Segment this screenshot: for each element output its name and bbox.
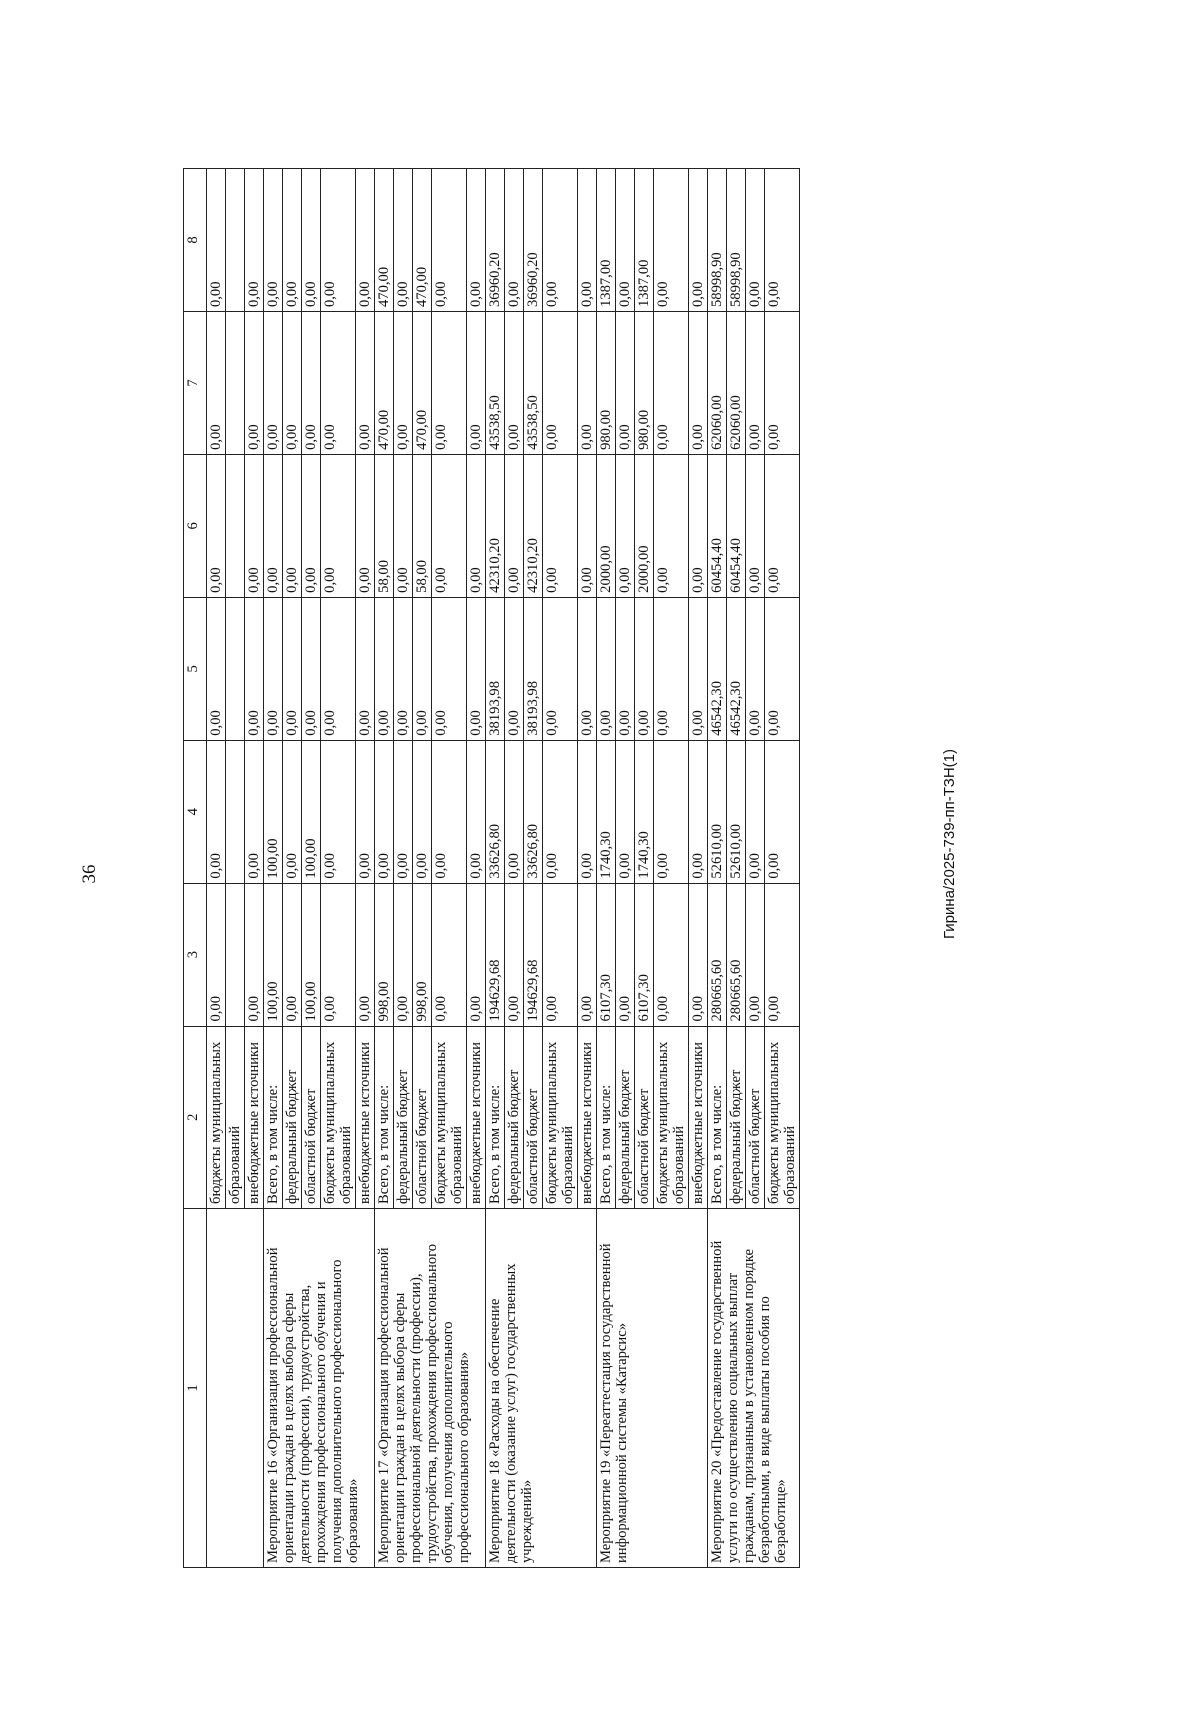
value-cell: 0,00: [689, 740, 708, 883]
value-cell: 100,00: [264, 883, 283, 1026]
table-row: [264, 169, 283, 1568]
funding-source-cell: областной бюджет: [524, 1026, 543, 1208]
value-cell: 0,00: [578, 740, 597, 883]
value-cell: 0,00: [746, 597, 765, 740]
value-cell: 2000,00: [635, 454, 654, 597]
value-cell: 0,00: [321, 169, 356, 312]
value-cell: 0,00: [394, 169, 413, 312]
value-cell: 2000,00: [597, 454, 616, 597]
value-cell: 0,00: [432, 597, 467, 740]
value-cell: 0,00: [264, 597, 283, 740]
funding-source-cell: бюджеты муниципальных: [207, 1026, 226, 1208]
measure-cell: [207, 1208, 264, 1567]
value-cell: 194629,68: [524, 883, 543, 1026]
value-cell: 0,00: [765, 312, 800, 455]
value-cell: 6107,30: [597, 883, 616, 1026]
measure-cell: Мероприятие 20 «Предоставление государственной услуги по осуществлению социальных выплат гражданам, признанным в установленном порядке безработными, в виде выплаты пособия по безработице»: [708, 1208, 800, 1567]
value-cell: 0,00: [283, 454, 302, 597]
funding-source-cell: внебюджетные источники: [356, 1026, 375, 1208]
column-header: 4: [184, 740, 207, 883]
value-cell: 0,00: [283, 312, 302, 455]
value-cell: 0,00: [543, 597, 578, 740]
column-header: 7: [184, 312, 207, 455]
measure-cell: Мероприятие 17 «Организация профессиональной ориентации граждан в целях выбора сферы профессиональной деятельности (профессии), трудоустройства, прохождения профессионального обучения, получения дополнительного профессионального образования»: [375, 1208, 486, 1567]
value-cell: 43538,50: [524, 312, 543, 455]
value-cell: 0,00: [321, 312, 356, 455]
value-cell: 100,00: [302, 883, 321, 1026]
funding-source-cell: бюджеты муниципальных образований: [543, 1026, 578, 1208]
value-cell: 0,00: [746, 454, 765, 597]
value-cell: 33626,80: [486, 740, 505, 883]
value-cell: 0,00: [616, 312, 635, 455]
value-cell: 46542,30: [708, 597, 727, 740]
funding-source-cell: федеральный бюджет: [394, 1026, 413, 1208]
value-cell: 0,00: [432, 312, 467, 455]
table-row: [597, 169, 616, 1568]
value-cell: 0,00: [467, 312, 486, 455]
value-cell: 0,00: [654, 169, 689, 312]
funding-source-cell: внебюджетные источники: [689, 1026, 708, 1208]
budget-table-container: [183, 168, 963, 1568]
value-cell: 36960,20: [524, 169, 543, 312]
value-cell: 0,00: [467, 597, 486, 740]
value-cell: 0,00: [654, 740, 689, 883]
value-cell: 0,00: [597, 597, 616, 740]
value-cell: 980,00: [635, 312, 654, 455]
value-cell: 0,00: [543, 312, 578, 455]
value-cell: 1740,30: [597, 740, 616, 883]
value-cell: 42310,20: [486, 454, 505, 597]
value-cell: 0,00: [283, 597, 302, 740]
value-cell: 0,00: [654, 454, 689, 597]
funding-source-cell: областной бюджет: [746, 1026, 765, 1208]
funding-source-cell: внебюджетные источники: [578, 1026, 597, 1208]
value-cell: 280665,60: [708, 883, 727, 1026]
funding-source-cell: областной бюджет: [302, 1026, 321, 1208]
value-cell: 43538,50: [486, 312, 505, 455]
value-cell: 0,00: [356, 740, 375, 883]
value-cell: 0,00: [321, 597, 356, 740]
value-cell: 0,00: [765, 740, 800, 883]
funding-source-cell: бюджеты муниципальных образований: [321, 1026, 356, 1208]
document-code: Гирина/2025-739-пп-ТЗН(1): [941, 748, 958, 940]
value-cell: 0,00: [302, 454, 321, 597]
value-cell: 0,00: [302, 169, 321, 312]
column-header: 8: [184, 169, 207, 312]
value-cell: 0,00: [505, 740, 524, 883]
value-cell: 470,00: [413, 169, 432, 312]
value-cell: 0,00: [245, 169, 264, 312]
value-cell: 470,00: [375, 169, 394, 312]
value-cell: 0,00: [746, 312, 765, 455]
value-cell: 1387,00: [635, 169, 654, 312]
value-cell: 0,00: [765, 883, 800, 1026]
funding-source-cell: бюджеты муниципальных образований: [654, 1026, 689, 1208]
value-cell: 0,00: [467, 740, 486, 883]
funding-source-cell: Всего, в том числе:: [597, 1026, 616, 1208]
table-row: [708, 169, 727, 1568]
value-cell: 0,00: [283, 169, 302, 312]
value-cell: 0,00: [207, 597, 226, 740]
value-cell: 0,00: [689, 454, 708, 597]
value-cell: 0,00: [245, 454, 264, 597]
value-cell: 0,00: [356, 883, 375, 1026]
value-cell: 0,00: [689, 597, 708, 740]
value-cell: 0,00: [207, 169, 226, 312]
value-cell: 0,00: [432, 169, 467, 312]
budget-table: [183, 168, 800, 1568]
value-cell: 0,00: [543, 169, 578, 312]
value-cell: [226, 740, 245, 883]
value-cell: 470,00: [375, 312, 394, 455]
funding-source-cell: внебюджетные источники: [467, 1026, 486, 1208]
value-cell: 0,00: [543, 454, 578, 597]
funding-source-cell: бюджеты муниципальных образований: [432, 1026, 467, 1208]
column-header: 5: [184, 597, 207, 740]
value-cell: 0,00: [375, 740, 394, 883]
funding-source-cell: областной бюджет: [413, 1026, 432, 1208]
value-cell: 980,00: [597, 312, 616, 455]
value-cell: 1740,30: [635, 740, 654, 883]
value-cell: 0,00: [654, 597, 689, 740]
value-cell: 0,00: [302, 312, 321, 455]
value-cell: 0,00: [356, 169, 375, 312]
value-cell: 38193,98: [524, 597, 543, 740]
column-header: 1: [184, 1208, 207, 1567]
value-cell: 0,00: [356, 312, 375, 455]
value-cell: 0,00: [578, 454, 597, 597]
value-cell: 0,00: [207, 454, 226, 597]
value-cell: 0,00: [505, 454, 524, 597]
value-cell: 6107,30: [635, 883, 654, 1026]
value-cell: 0,00: [616, 454, 635, 597]
column-header: 6: [184, 454, 207, 597]
value-cell: 58,00: [375, 454, 394, 597]
value-cell: 0,00: [283, 740, 302, 883]
funding-source-cell: Всего, в том числе:: [375, 1026, 394, 1208]
page-number: 36: [79, 864, 100, 884]
value-cell: 0,00: [283, 883, 302, 1026]
value-cell: 0,00: [467, 883, 486, 1026]
value-cell: 0,00: [746, 740, 765, 883]
value-cell: 0,00: [616, 883, 635, 1026]
value-cell: 280665,60: [727, 883, 746, 1026]
funding-source-cell: Всего, в том числе:: [264, 1026, 283, 1208]
value-cell: 100,00: [302, 740, 321, 883]
table-row: [375, 169, 394, 1568]
value-cell: [226, 454, 245, 597]
value-cell: 60454,40: [727, 454, 746, 597]
value-cell: 62060,00: [708, 312, 727, 455]
funding-source-cell: федеральный бюджет: [283, 1026, 302, 1208]
value-cell: 0,00: [689, 883, 708, 1026]
value-cell: 38193,98: [486, 597, 505, 740]
value-cell: 100,00: [264, 740, 283, 883]
value-cell: 0,00: [578, 312, 597, 455]
value-cell: 0,00: [543, 740, 578, 883]
value-cell: 0,00: [432, 883, 467, 1026]
measure-cell: Мероприятие 18 «Расходы на обеспечение деятельности (оказание услуг) государственных учреждений»: [486, 1208, 597, 1567]
value-cell: 0,00: [543, 883, 578, 1026]
column-header: 3: [184, 883, 207, 1026]
measure-cell: Мероприятие 16 «Организация профессиональной ориентации граждан в целях выбора сферы деятельности (профессии), трудоустройства, прохождения профессионального обучения и получения дополнительного профессионального образования»: [264, 1208, 375, 1567]
value-cell: 0,00: [689, 169, 708, 312]
value-cell: 0,00: [765, 169, 800, 312]
value-cell: 0,00: [394, 740, 413, 883]
value-cell: 0,00: [505, 312, 524, 455]
value-cell: 46542,30: [727, 597, 746, 740]
value-cell: 0,00: [245, 597, 264, 740]
value-cell: 998,00: [413, 883, 432, 1026]
table-row: [207, 169, 226, 1568]
value-cell: 0,00: [321, 740, 356, 883]
value-cell: 52610,00: [727, 740, 746, 883]
value-cell: 0,00: [616, 597, 635, 740]
funding-source-cell: федеральный бюджет: [505, 1026, 524, 1208]
value-cell: 0,00: [394, 312, 413, 455]
value-cell: 0,00: [505, 169, 524, 312]
value-cell: 58998,90: [708, 169, 727, 312]
value-cell: 0,00: [207, 883, 226, 1026]
value-cell: 60454,40: [708, 454, 727, 597]
value-cell: 0,00: [302, 597, 321, 740]
value-cell: 58,00: [413, 454, 432, 597]
funding-source-cell: образований: [226, 1026, 245, 1208]
value-cell: 0,00: [356, 597, 375, 740]
value-cell: 0,00: [578, 597, 597, 740]
value-cell: 58998,90: [727, 169, 746, 312]
funding-source-cell: Всего, в том числе:: [708, 1026, 727, 1208]
value-cell: 0,00: [578, 883, 597, 1026]
header-row: [184, 169, 207, 1568]
value-cell: 0,00: [394, 883, 413, 1026]
value-cell: 0,00: [578, 169, 597, 312]
value-cell: 0,00: [245, 312, 264, 455]
value-cell: 0,00: [375, 597, 394, 740]
funding-source-cell: внебюджетные источники: [245, 1026, 264, 1208]
value-cell: 0,00: [746, 883, 765, 1026]
value-cell: 0,00: [245, 883, 264, 1026]
value-cell: 0,00: [321, 883, 356, 1026]
funding-source-cell: бюджеты муниципальных образований: [765, 1026, 800, 1208]
value-cell: 470,00: [413, 312, 432, 455]
value-cell: 0,00: [432, 454, 467, 597]
value-cell: 42310,20: [524, 454, 543, 597]
value-cell: [226, 883, 245, 1026]
table-row: [486, 169, 505, 1568]
value-cell: 52610,00: [708, 740, 727, 883]
value-cell: 0,00: [394, 454, 413, 597]
value-cell: 33626,80: [524, 740, 543, 883]
value-cell: 0,00: [264, 454, 283, 597]
value-cell: 0,00: [321, 454, 356, 597]
value-cell: 1387,00: [597, 169, 616, 312]
value-cell: 0,00: [245, 740, 264, 883]
value-cell: 0,00: [264, 312, 283, 455]
value-cell: 0,00: [635, 597, 654, 740]
value-cell: 0,00: [394, 597, 413, 740]
measure-cell: Мероприятие 19 «Переаттестация государственной информационной системы «Катарсис»: [597, 1208, 708, 1567]
value-cell: 0,00: [467, 454, 486, 597]
value-cell: [226, 597, 245, 740]
value-cell: 36960,20: [486, 169, 505, 312]
value-cell: 0,00: [654, 312, 689, 455]
value-cell: 0,00: [505, 597, 524, 740]
funding-source-cell: областной бюджет: [635, 1026, 654, 1208]
value-cell: [226, 312, 245, 455]
value-cell: 0,00: [207, 312, 226, 455]
value-cell: 0,00: [689, 312, 708, 455]
value-cell: 0,00: [654, 883, 689, 1026]
column-header: 2: [184, 1026, 207, 1208]
value-cell: 0,00: [765, 454, 800, 597]
value-cell: 0,00: [264, 169, 283, 312]
value-cell: [226, 169, 245, 312]
value-cell: 194629,68: [486, 883, 505, 1026]
value-cell: 0,00: [616, 169, 635, 312]
funding-source-cell: федеральный бюджет: [616, 1026, 635, 1208]
value-cell: 0,00: [413, 597, 432, 740]
funding-source-cell: Всего, в том числе:: [486, 1026, 505, 1208]
value-cell: 0,00: [207, 740, 226, 883]
value-cell: 998,00: [375, 883, 394, 1026]
funding-source-cell: федеральный бюджет: [727, 1026, 746, 1208]
value-cell: 0,00: [356, 454, 375, 597]
value-cell: 0,00: [505, 883, 524, 1026]
value-cell: 0,00: [616, 740, 635, 883]
value-cell: 0,00: [467, 169, 486, 312]
value-cell: 0,00: [765, 597, 800, 740]
value-cell: 0,00: [413, 740, 432, 883]
value-cell: 0,00: [432, 740, 467, 883]
value-cell: 0,00: [746, 169, 765, 312]
value-cell: 62060,00: [727, 312, 746, 455]
